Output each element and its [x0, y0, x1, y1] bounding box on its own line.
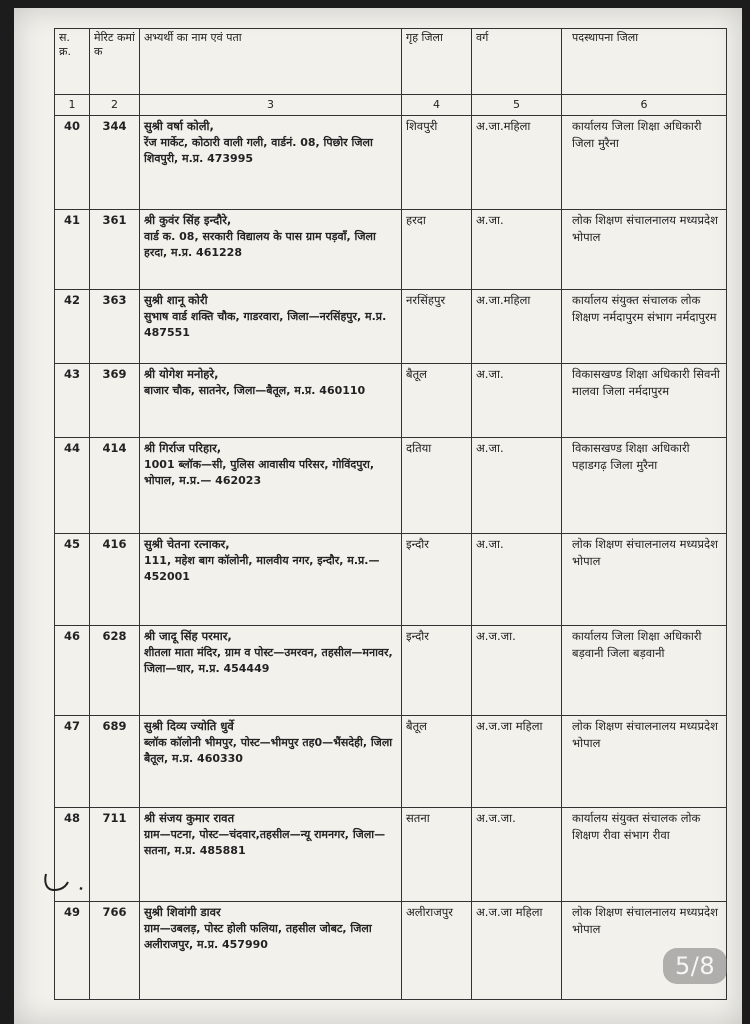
row-district: बैतूल	[402, 363, 472, 437]
table-row	[55, 289, 727, 363]
row-sno: 41	[55, 209, 90, 289]
row-merit: 361	[90, 209, 140, 289]
row-posting: कार्यालय जिला शिक्षा अधिकारी बड़वानी जिला बड़वानी	[562, 625, 727, 715]
row-sno: 43	[55, 363, 90, 437]
row-sno: 47	[55, 715, 90, 807]
row-merit: 416	[90, 533, 140, 625]
header-sno: स. क्र.	[55, 29, 90, 95]
row-district: शिवपुरी	[402, 115, 472, 209]
row-merit: 689	[90, 715, 140, 807]
row-merit: 344	[90, 115, 140, 209]
candidate-address: रेंज मार्केट, कोठारी वाली गली, वार्डनं. 08, पिछोर जिला शिवपुरी, म.प्र. 473995	[144, 135, 373, 165]
table-row	[55, 901, 727, 999]
header-district: गृह जिला	[402, 29, 472, 95]
row-category: अ.जा.	[472, 363, 562, 437]
row-district: बैतूल	[402, 715, 472, 807]
row-name-address	[140, 715, 402, 807]
table-row	[55, 437, 727, 533]
table-row	[55, 807, 727, 901]
row-name-address	[140, 363, 402, 437]
row-name-address	[140, 625, 402, 715]
row-merit: 711	[90, 807, 140, 901]
row-posting: विकासखण्ड शिक्षा अधिकारी सिवनी मालवा जिला नर्मदापुरम	[562, 363, 727, 437]
row-merit: 369	[90, 363, 140, 437]
col-number: 2	[90, 95, 140, 116]
table-row	[55, 115, 727, 209]
row-category: अ.ज.जा महिला	[472, 901, 562, 999]
col-number: 3	[140, 95, 402, 116]
table-row	[55, 625, 727, 715]
column-number-row	[55, 95, 727, 116]
row-posting: लोक शिक्षण संचालनालय मध्यप्रदेश भोपाल	[562, 533, 727, 625]
candidate-name: श्री कुवंर सिंह इन्दौरे,	[144, 212, 232, 227]
row-district: हरदा	[402, 209, 472, 289]
row-category: अ.ज.जा.	[472, 807, 562, 901]
candidate-name: सुश्री शिवांगी डावर	[144, 904, 221, 919]
candidate-address: बाजार चौक, सातनेर, जिला—बैतूल, म.प्र. 460110	[144, 383, 366, 397]
row-name-address	[140, 115, 402, 209]
row-merit: 628	[90, 625, 140, 715]
col-number: 6	[562, 95, 727, 116]
row-name-address	[140, 901, 402, 999]
document-page	[14, 8, 742, 1024]
row-district: इन्दौर	[402, 533, 472, 625]
row-posting: कार्यालय संयुक्त संचालक लोक शिक्षण रीवा संभाग रीवा	[562, 807, 727, 901]
candidate-name: श्री संजय कुमार रावत	[144, 810, 235, 825]
row-category: अ.जा.महिला	[472, 289, 562, 363]
row-name-address	[140, 807, 402, 901]
row-sno: 46	[55, 625, 90, 715]
row-category: अ.ज.जा.	[472, 625, 562, 715]
header-row	[55, 29, 727, 95]
candidate-name: सुश्री चेतना रत्नाकर,	[144, 536, 230, 551]
row-name-address	[140, 289, 402, 363]
page-indicator[interactable]: 5/8	[663, 948, 727, 984]
candidate-address: 111, महेश बाग कॉलोनी, मालवीय नगर, इन्दौर, म.प्र.— 452001	[144, 553, 380, 583]
table-row	[55, 209, 727, 289]
header-category: वर्ग	[472, 29, 562, 95]
candidate-address: ग्राम—पटना, पोस्ट—चंदवार,तहसील—न्यू रामनगर, जिला—सतना, म.प्र. 485881	[144, 827, 386, 857]
row-category: अ.जा.	[472, 209, 562, 289]
row-posting: कार्यालय संयुक्त संचालक लोक शिक्षण नर्मदापुरम संभाग नर्मदापुरम	[562, 289, 727, 363]
header-posting: पदस्थापना जिला	[562, 29, 727, 95]
row-sno: 42	[55, 289, 90, 363]
row-merit: 363	[90, 289, 140, 363]
row-district: नरसिंहपुर	[402, 289, 472, 363]
row-category: अ.जा.	[472, 533, 562, 625]
candidate-address: सुभाष वार्ड शक्ति चौक, गाडरवारा, जिला—नरसिंहपुर, म.प्र. 487551	[144, 309, 387, 339]
candidate-name: श्री योगेश मनोहरे,	[144, 366, 219, 381]
header-merit: मेरिट कमां क	[90, 29, 140, 95]
candidate-address: वार्ड क. 08, सरकारी विद्यालय के पास ग्राम पड़वाँ, जिला हरदा, म.प्र. 461228	[144, 229, 376, 259]
row-name-address	[140, 209, 402, 289]
candidate-table	[54, 28, 727, 1000]
candidate-address: ग्राम—उबलड़, पोस्ट होली फलिया, तहसील जोबट, जिला अलीराजपुर, म.प्र. 457990	[144, 921, 372, 951]
row-sno: 48	[55, 807, 90, 901]
candidate-address: 1001 ब्लॉक—सी, पुलिस आवासीय परिसर, गोविंदपुरा, भोपाल, म.प्र.— 462023	[144, 457, 374, 487]
table-row	[55, 715, 727, 807]
col-number: 4	[402, 95, 472, 116]
table-row	[55, 363, 727, 437]
row-sno: 44	[55, 437, 90, 533]
row-posting: लोक शिक्षण संचालनालय मध्यप्रदेश भोपाल	[562, 209, 727, 289]
candidate-name: सुश्री वर्षा कोली,	[144, 118, 214, 133]
table-row	[55, 533, 727, 625]
candidate-name: श्री गिर्राज परिहार,	[144, 440, 222, 455]
row-posting: लोक शिक्षण संचालनालय मध्यप्रदेश भोपाल	[562, 715, 727, 807]
row-district: इन्दौर	[402, 625, 472, 715]
col-number: 1	[55, 95, 90, 116]
row-posting: विकासखण्ड शिक्षा अधिकारी पहाडगढ़ जिला मुरैना	[562, 437, 727, 533]
row-category: अ.ज.जा महिला	[472, 715, 562, 807]
row-district: अलीराजपुर	[402, 901, 472, 999]
row-district: सतना	[402, 807, 472, 901]
candidate-name: सुश्री दिव्य ज्योति धुर्वे	[144, 718, 234, 733]
row-merit: 766	[90, 901, 140, 999]
row-sno: 49	[55, 901, 90, 999]
row-sno: 40	[55, 115, 90, 209]
row-posting: लोक शिक्षण संचालनालय मध्यप्रदेश भोपाल	[562, 901, 727, 999]
candidate-name: सुश्री शानू कोरी	[144, 292, 208, 307]
handwritten-mark	[40, 868, 110, 898]
col-number: 5	[472, 95, 562, 116]
row-category: अ.जा.	[472, 437, 562, 533]
row-category: अ.जा.महिला	[472, 115, 562, 209]
candidate-address: ब्लॉक कॉलोनी भीमपुर, पोस्ट—भीमपुर तह0—भैंसदेही, जिला बैतूल, म.प्र. 460330	[144, 735, 393, 765]
row-district: दतिया	[402, 437, 472, 533]
row-name-address	[140, 437, 402, 533]
candidate-address: शीतला माता मंदिर, ग्राम व पोस्ट—उमरवन, तहसील—मनावर, जिला—धार, म.प्र. 454449	[144, 645, 393, 675]
candidate-name: श्री जादू सिंह परमार,	[144, 628, 232, 643]
row-posting: कार्यालय जिला शिक्षा अधिकारी जिला मुरैना	[562, 115, 727, 209]
row-merit: 414	[90, 437, 140, 533]
row-name-address	[140, 533, 402, 625]
header-name: अभ्यर्थी का नाम एवं पता	[140, 29, 402, 95]
row-sno: 45	[55, 533, 90, 625]
